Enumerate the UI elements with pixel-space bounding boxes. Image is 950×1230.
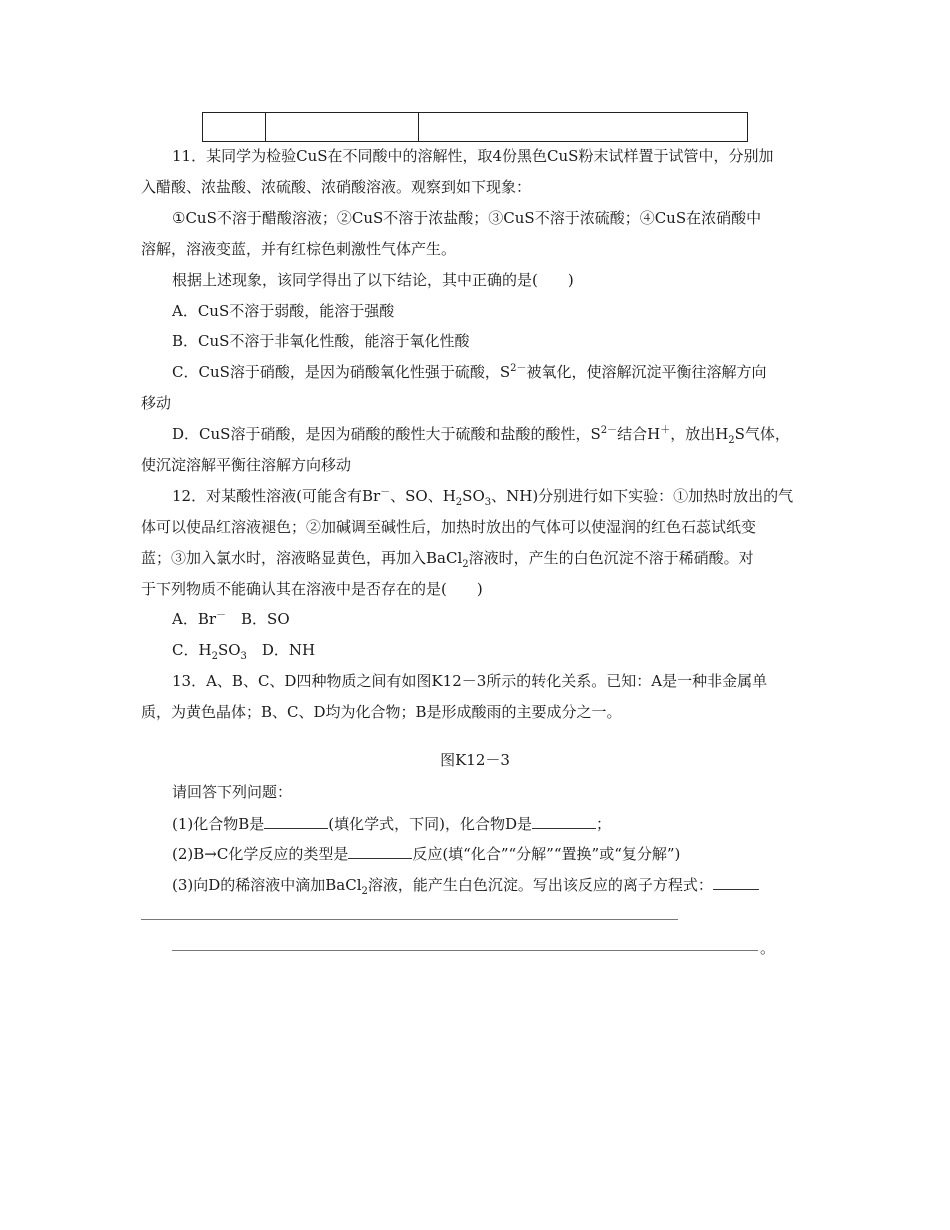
q13-prompt: 请回答下列问题： xyxy=(172,783,293,801)
answer-blank[interactable] xyxy=(713,874,759,890)
answer-line[interactable] xyxy=(141,919,678,920)
table-cell xyxy=(203,113,266,142)
q13-stem-line1: 13．A、B、C、D四种物质之间有如图K12－3所示的转化关系。已知：A是一种非金属单 xyxy=(172,672,768,690)
q12-stem-line1: 12．对某酸性溶液(可能含有Br－、SO、$H_2SO_3$、NH)分别进行如下实验：①加热时放出的气 xyxy=(172,487,794,508)
q11-option-c-line2: 移动 xyxy=(141,394,172,412)
q13-part1: (1)化合物B是 (填化学式，下同)，化合物D是 ； xyxy=(172,815,612,833)
table-cell xyxy=(419,113,748,142)
table-cell xyxy=(266,113,419,142)
q13-part3: (3)向D的稀溶液中滴加BaCl$_2$溶液，能产生白色沉淀。写出该反应的离子方程式： xyxy=(172,874,759,896)
q12-options-ab: A．Br－ B．SO xyxy=(172,610,290,628)
q11-observation-line2: 溶解，溶液变蓝，并有红棕色刺激性气体产生。 xyxy=(141,240,457,258)
answer-blank[interactable] xyxy=(348,843,412,859)
answer-blank[interactable] xyxy=(532,813,596,829)
q12-options-cd: C．$H_2SO_3$ D．NH xyxy=(172,641,316,662)
table-fragment xyxy=(202,112,748,142)
q11-option-d-line2: 使沉淀溶解平衡往溶解方向移动 xyxy=(141,456,352,474)
q11-option-d-line1: D．CuS溶于硝酸，是因为硝酸的酸性大于硫酸和盐酸的酸性，$S^{2-}$结合H＋，放出$H_2S$气体， xyxy=(172,425,790,446)
q12-stem-line3: 蓝；③加入氯水时，溶液略显黄色，再加入BaCl$_2$溶液时，产生的白色沉淀不溶于稀硝酸。对 xyxy=(141,549,754,570)
q11-prompt: 根据上述现象，该同学得出了以下结论，其中正确的是( ) xyxy=(172,271,574,289)
answer-line[interactable] xyxy=(172,950,758,951)
end-mark: 。 xyxy=(760,939,776,957)
q11-option-b: B．CuS不溶于非氧化性酸，能溶于氧化性酸 xyxy=(172,332,470,350)
q12-stem-line2: 体可以使品红溶液褪色；②加碱调至碱性后，加热时放出的气体可以使湿润的红色石蕊试纸变 xyxy=(141,518,757,536)
q11-stem-line2: 入醋酸、浓盐酸、浓硫酸、浓硝酸溶液。观察到如下现象： xyxy=(141,178,532,196)
answer-blank[interactable] xyxy=(264,813,328,829)
q13-part2: (2)B→C化学反应的类型是 反应(填“化合”“分解”“置换”或“复分解”) xyxy=(172,845,681,863)
q12-stem-line4: 于下列物质不能确认其在溶液中是否存在的是( ) xyxy=(141,580,483,598)
q11-observation-line1: ①CuS不溶于醋酸溶液；②CuS不溶于浓盐酸；③CuS不溶于浓硫酸；④CuS在浓硝酸中 xyxy=(172,209,762,227)
figure-caption: 图K12－3 xyxy=(440,751,510,769)
q11-option-c-line1: C．CuS溶于硝酸，是因为硝酸氧化性强于硫酸，$S^{2-}$被氧化，使溶解沉淀平衡往溶解方向 xyxy=(172,363,767,381)
q13-stem-line2: 质，为黄色晶体；B、C、D均为化合物；B是形成酸雨的主要成分之一。 xyxy=(141,703,622,721)
q11-stem-line1: 11．某同学为检验CuS在不同酸中的溶解性，取4份黑色CuS粉末试样置于试管中，分别加 xyxy=(172,147,774,165)
q11-option-a: A．CuS不溶于弱酸，能溶于强酸 xyxy=(172,302,395,320)
